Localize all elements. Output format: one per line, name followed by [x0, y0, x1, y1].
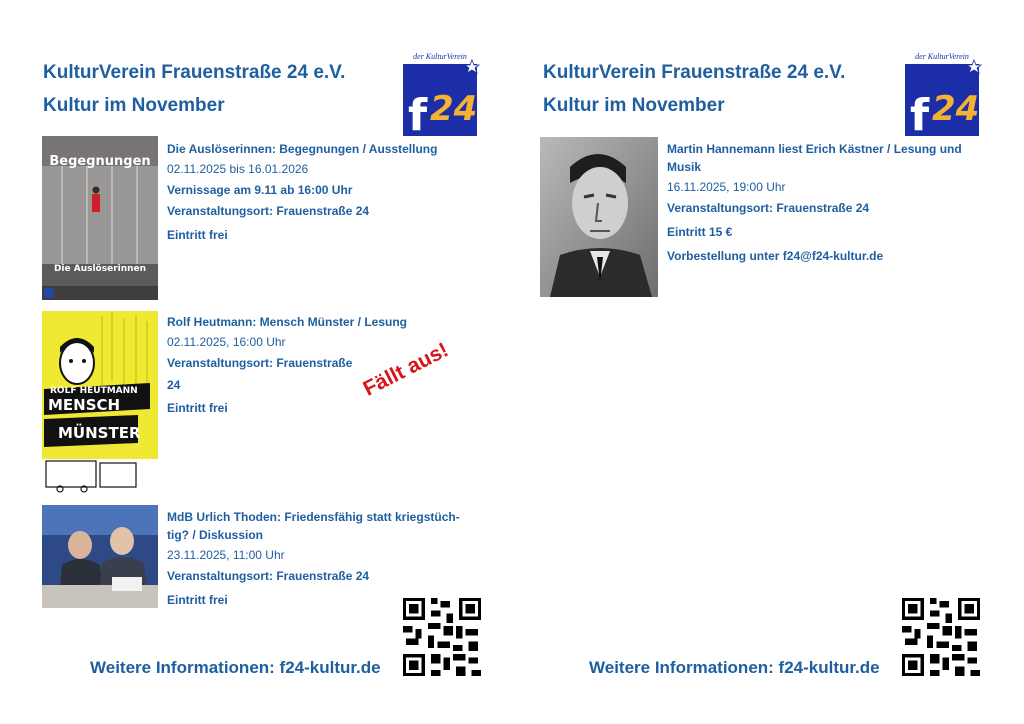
event-date: 23.11.2025, 11:00 Uhr	[167, 548, 285, 562]
cover-title-1: MENSCH	[48, 396, 121, 414]
event-cover-mensch-muenster	[42, 311, 158, 494]
cancelled-stamp: Fällt aus!	[359, 338, 453, 401]
logo-arc-text: der KulturVerein	[413, 52, 467, 61]
event-venue: Veranstaltungsort: Frauenstraße 24	[167, 569, 370, 583]
footer-info: Weitere Informationen: f24-kultur.de	[589, 658, 880, 677]
event-entry: Eintritt frei	[167, 228, 228, 242]
logo-arc-text: der KulturVerein	[915, 52, 969, 61]
flyer-title: KulturVerein Frauenstraße 24 e.V.	[543, 62, 846, 83]
f24-logo	[400, 50, 482, 138]
f24-logo	[902, 50, 984, 138]
event-venue: Veranstaltungsort: Frauenstraße	[167, 356, 353, 370]
footer-info: Weitere Informationen: f24-kultur.de	[90, 658, 381, 677]
right-flyer-page	[512, 0, 1024, 724]
event-date: 16.11.2025, 19:00 Uhr	[667, 180, 786, 194]
event-portrait-kaestner	[540, 137, 658, 297]
cover-author: ROLF HEUTMANN	[50, 386, 138, 396]
qr-code-icon[interactable]	[403, 598, 481, 676]
flyer-subtitle: Kultur im November	[543, 95, 725, 116]
svg-text:24: 24	[932, 89, 980, 129]
svg-text:24: 24	[430, 89, 478, 129]
poster-footer: Die Auslöserinnen	[53, 264, 147, 274]
event-photo-diskussion	[42, 505, 158, 608]
event-title: Die Auslöserinnen: Begegnungen / Ausstellung	[167, 142, 438, 156]
cover-title-2: MÜNSTER	[58, 424, 141, 442]
event-title: Martin Hannemann liest Erich Kästner / Lesung und	[667, 142, 962, 156]
event-poster-begegnungen	[42, 136, 158, 300]
event-date: 02.11.2025, 16:00 Uhr	[167, 335, 286, 349]
svg-text:f: f	[408, 90, 428, 138]
event-entry: Eintritt 15 €	[667, 225, 733, 239]
event-title-continued: tig? / Diskussion	[167, 528, 264, 542]
event-title: MdB Urlich Thoden: Friedensfähig statt kriegstüch-	[167, 510, 460, 524]
event-date: 02.11.2025 bis 16.01.2026	[167, 162, 309, 176]
poster-title: Begegnungen	[49, 154, 151, 169]
flyer-title: KulturVerein Frauenstraße 24 e.V.	[43, 62, 346, 83]
event-venue: Veranstaltungsort: Frauenstraße 24	[167, 204, 370, 218]
event-venue-continued: 24	[167, 378, 181, 392]
event-title-continued: Musik	[667, 160, 702, 174]
event-vernissage: Vernissage am 9.11 ab 16:00 Uhr	[167, 183, 353, 197]
event-title: Rolf Heutmann: Mensch Münster / Lesung	[167, 315, 408, 329]
event-entry: Eintritt frei	[167, 401, 228, 415]
svg-text:f: f	[910, 90, 930, 138]
event-entry: Eintritt frei	[167, 593, 228, 607]
event-venue: Veranstaltungsort: Frauenstraße 24	[667, 201, 870, 215]
flyer-subtitle: Kultur im November	[43, 95, 225, 116]
event-preorder-email[interactable]: Vorbestellung unter f24@f24-kultur.de	[667, 249, 884, 263]
qr-code-icon[interactable]	[902, 598, 980, 676]
